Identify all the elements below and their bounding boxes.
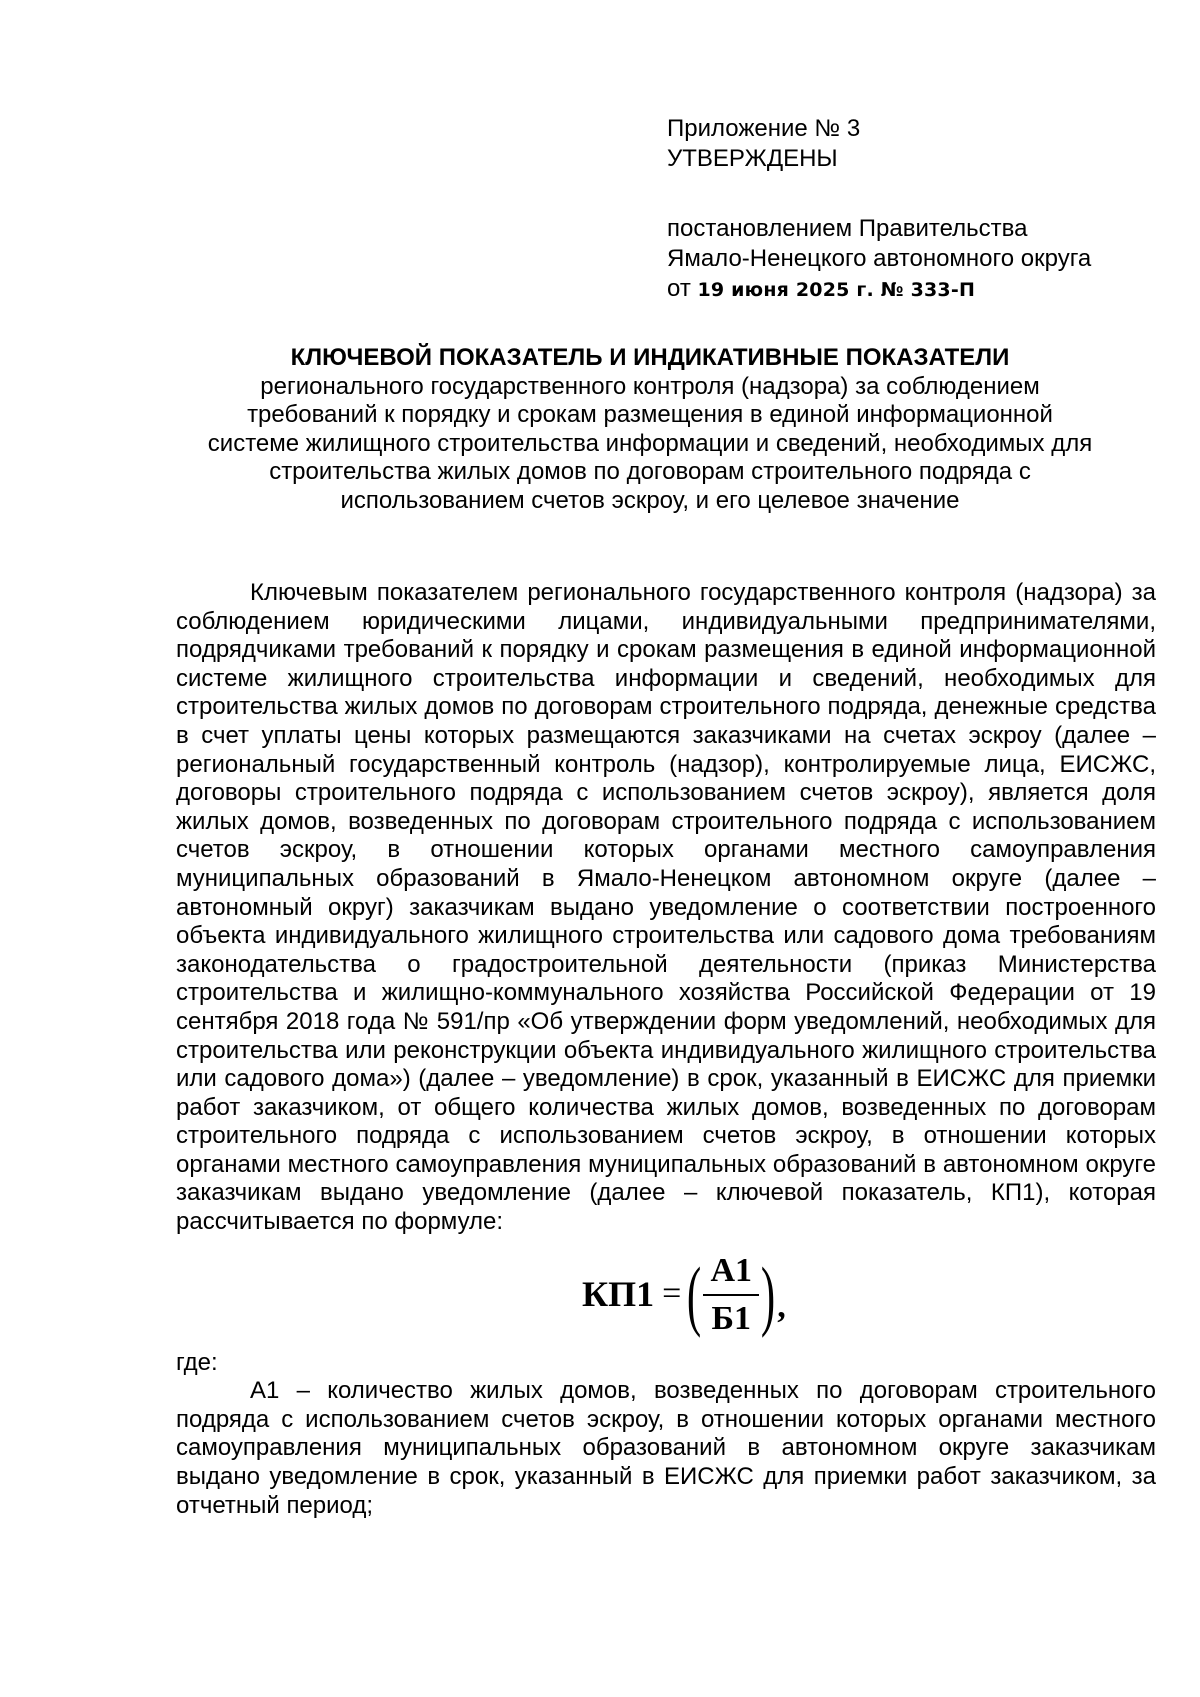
resolution-date-line xyxy=(667,274,1147,305)
title-line: системе жилищного строительства информации и сведений, необходимых для xyxy=(207,429,1093,457)
approval-gap xyxy=(667,174,1147,214)
right-paren: ) xyxy=(761,1250,776,1338)
formula-denominator: Б1 xyxy=(711,1299,752,1337)
formula-trailing-comma: , xyxy=(777,1288,786,1326)
title-line: использованием счетов эскроу, и его целевое значение xyxy=(340,486,960,514)
approved-label: УТВЕРЖДЕНЫ xyxy=(667,145,838,172)
title-heading: КЛЮЧЕВОЙ ПОКАЗАТЕЛЬ И ИНДИКАТИВНЫЕ ПОКАЗАТЕЛИ xyxy=(290,344,1010,371)
left-paren: ( xyxy=(687,1250,702,1338)
kp1-formula xyxy=(176,1241,1156,1349)
title-line: регионального государственного контроля (надзора) за соблюдением xyxy=(260,372,1040,400)
document-body xyxy=(176,579,1156,1520)
fraction-bar xyxy=(703,1294,759,1296)
formula-fraction xyxy=(703,1251,759,1339)
title-line: строительства жилых домов по договорам строительного подряда с xyxy=(269,458,1031,485)
approval-block xyxy=(667,114,1147,305)
formula-numerator: А1 xyxy=(710,1251,753,1289)
a1-definition-paragraph: А1 – количество жилых домов, возведенных по договорам строительного подряда с использованием счетов эскроу, в отношении которых органами местного самоуправления муниципальных образований в автономном округе заказчикам выдано уведомление в срок, указанный в ЕИСЖС для приемки работ заказчиком, за отчетный период; xyxy=(176,1377,1156,1519)
appendix-number: Приложение № 3 xyxy=(667,115,861,142)
formula-expression xyxy=(582,1245,786,1345)
formula-lhs: КП1 xyxy=(582,1274,655,1315)
key-indicator-paragraph: Ключевым показателем регионального государственного контроля (надзора) за соблюдением юридическими лицами, индивидуальными предпринимателями, подрядчиками требований к порядку и срокам размещения в единой информационной системе жилищного строительства информации и сведений, необходимых для строительства жилых домов по договорам строительного подряда, денежные средства в счет уплаты цены которых размещаются заказчиками на счетах эскроу (далее – региональный государственный контроль (надзор), контролируемые лица, ЕИСЖС, договоры строительного подряда с использованием счетов эскроу), является доля жилых домов, возведенных по договорам строительного подряда с использованием счетов эскроу, в отношении которых органами местного самоуправления муниципальных образований в Ямало-Ненецком автономном округе (далее – автономный округ) заказчикам выдано уведомление о соответствии построенного объекта индивидуального жилищного строительства или садового дома требованиям законодательства о градостроительной деятельности (приказ Министерства строительства и жилищно-коммунального хозяйства Российской Федерации от 19 сентября 2018 года № 591/пр «Об утверждении форм уведомлений, необходимых для строительства или реконструкции объекта индивидуального жилищного строительства или садового дома») (далее – уведомление) в срок, указанный в ЕИСЖС для приемки работ заказчиком, от общего количества жилых домов, возведенных по договорам строительного подряда с использованием счетов эскроу, в отношении которых органами местного самоуправления муниципальных образований в автономном округе заказчикам выдано уведомление (далее – ключевой показатель, КП1), которая рассчитывается по формуле: xyxy=(176,579,1156,1236)
resolution-date-number: 19 июня 2025 г. № 333-П xyxy=(697,279,976,301)
where-label: где: xyxy=(176,1348,218,1376)
formula-equals: = xyxy=(662,1275,682,1313)
document-title xyxy=(150,344,1150,515)
resolution-label: постановлением Правительства xyxy=(667,215,1028,242)
date-prefix: от xyxy=(667,275,691,302)
government-name: Ямало-Ненецкого автономного округа xyxy=(667,245,1092,272)
title-line: требований к порядку и срокам размещения в единой информационной xyxy=(247,401,1053,428)
